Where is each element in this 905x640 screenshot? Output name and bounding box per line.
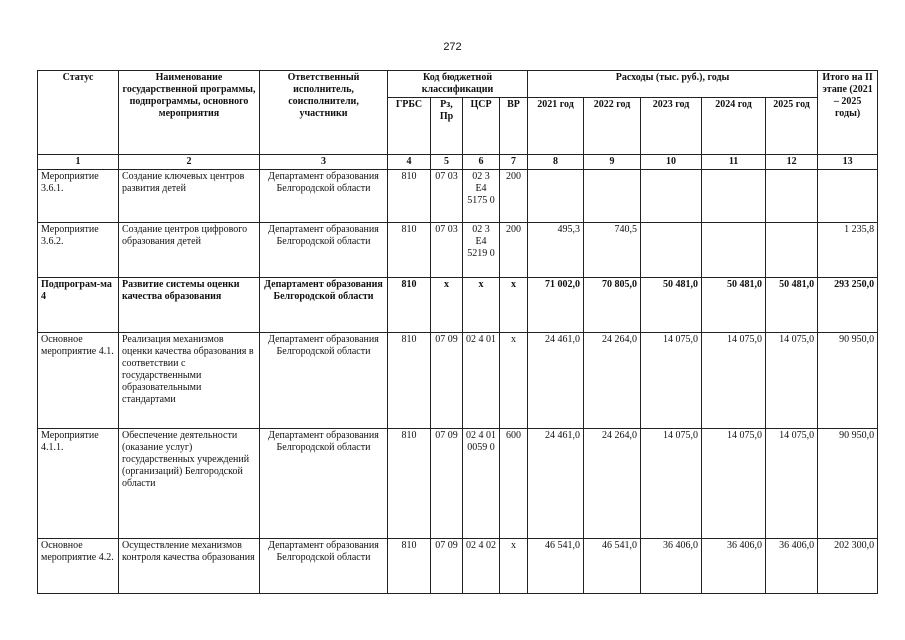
col-number: 9: [584, 155, 641, 170]
row-status: Мероприятие 3.6.1.: [38, 170, 119, 223]
row-total: 202 300,0: [818, 539, 878, 594]
col-number: 5: [431, 155, 463, 170]
row-2021: 24 461,0: [528, 333, 584, 429]
row-2023: 36 406,0: [641, 539, 702, 594]
row-2024: 36 406,0: [702, 539, 766, 594]
col-number: 7: [500, 155, 528, 170]
row-2021: 495,3: [528, 223, 584, 278]
row-2021: 24 461,0: [528, 429, 584, 539]
row-responsible: Департамент образования Белгородской области: [260, 278, 388, 333]
row-grbs: 810: [388, 170, 431, 223]
header-name: Наименование государственной программы, подпрограммы, основного мероприятия: [119, 71, 260, 155]
column-number-row: [38, 155, 878, 170]
row-csr: 02 4 01: [463, 333, 500, 429]
row-status: Основное мероприятие 4.1.: [38, 333, 119, 429]
header-2021: 2021 год: [528, 98, 584, 155]
header-2023: 2023 год: [641, 98, 702, 155]
header-vr: ВР: [500, 98, 528, 155]
row-total: 90 950,0: [818, 429, 878, 539]
table-row: [38, 278, 878, 333]
row-responsible: Департамент образования Белгородской области: [260, 170, 388, 223]
header-2024: 2024 год: [702, 98, 766, 155]
row-vr: x: [500, 333, 528, 429]
row-csr: 02 3 E4 5175 0: [463, 170, 500, 223]
row-2023: 50 481,0: [641, 278, 702, 333]
col-number: 2: [119, 155, 260, 170]
row-rz-pr: x: [431, 278, 463, 333]
row-vr: x: [500, 539, 528, 594]
row-2024: [702, 170, 766, 223]
row-name: Развитие системы оценки качества образования: [119, 278, 260, 333]
row-2022: 24 264,0: [584, 429, 641, 539]
row-2021: [528, 170, 584, 223]
row-2021: 46 541,0: [528, 539, 584, 594]
row-grbs: 810: [388, 539, 431, 594]
row-status: Мероприятие 3.6.2.: [38, 223, 119, 278]
header-2025: 2025 год: [766, 98, 818, 155]
row-responsible: Департамент образования Белгородской области: [260, 429, 388, 539]
row-2021: 71 002,0: [528, 278, 584, 333]
row-name: Создание центров цифрового образования детей: [119, 223, 260, 278]
row-2022: 46 541,0: [584, 539, 641, 594]
row-2025: 50 481,0: [766, 278, 818, 333]
row-grbs: 810: [388, 429, 431, 539]
row-vr: x: [500, 278, 528, 333]
row-vr: 200: [500, 170, 528, 223]
row-total: 90 950,0: [818, 333, 878, 429]
row-csr: x: [463, 278, 500, 333]
header-status: Статус: [38, 71, 119, 155]
row-rz-pr: 07 09: [431, 333, 463, 429]
col-number: 1: [38, 155, 119, 170]
col-number: 6: [463, 155, 500, 170]
row-total: [818, 170, 878, 223]
row-rz-pr: 07 09: [431, 539, 463, 594]
row-2022: 740,5: [584, 223, 641, 278]
row-2025: [766, 170, 818, 223]
col-number: 11: [702, 155, 766, 170]
col-number: 13: [818, 155, 878, 170]
col-number: 3: [260, 155, 388, 170]
col-number: 10: [641, 155, 702, 170]
table-row: [38, 539, 878, 594]
row-status: Подпрограм-ма 4: [38, 278, 119, 333]
header-expenses: Расходы (тыс. руб.), годы: [528, 71, 818, 98]
col-number: 8: [528, 155, 584, 170]
row-2023: [641, 170, 702, 223]
row-2024: 50 481,0: [702, 278, 766, 333]
row-total: 293 250,0: [818, 278, 878, 333]
row-csr: 02 4 01 0059 0: [463, 429, 500, 539]
table-row: [38, 333, 878, 429]
row-2024: 14 075,0: [702, 429, 766, 539]
row-2025: 36 406,0: [766, 539, 818, 594]
row-name: Осуществление механизмов контроля качества образования: [119, 539, 260, 594]
row-name: Создание ключевых центров развития детей: [119, 170, 260, 223]
row-grbs: 810: [388, 333, 431, 429]
row-name: Реализация механизмов оценки качества образования в соответствии с государственными образовательными стандартами: [119, 333, 260, 429]
row-2025: [766, 223, 818, 278]
table-row: [38, 170, 878, 223]
header-csr: ЦСР: [463, 98, 500, 155]
row-2025: 14 075,0: [766, 333, 818, 429]
header-2022: 2022 год: [584, 98, 641, 155]
row-csr: 02 3 E4 5219 0: [463, 223, 500, 278]
header-total: Итого на II этапе (2021 – 2025 годы): [818, 71, 878, 155]
row-name: Обеспечение деятельности (оказание услуг) государственных учреждений (организаций) Белгородской области: [119, 429, 260, 539]
table-row: [38, 429, 878, 539]
row-vr: 200: [500, 223, 528, 278]
row-rz-pr: 07 03: [431, 223, 463, 278]
row-2022: 24 264,0: [584, 333, 641, 429]
header-grbs: ГРБС: [388, 98, 431, 155]
row-responsible: Департамент образования Белгородской области: [260, 539, 388, 594]
table-row: [38, 223, 878, 278]
row-2024: 14 075,0: [702, 333, 766, 429]
header-responsible: Ответственный исполнитель, соисполнители, участники: [260, 71, 388, 155]
row-2023: [641, 223, 702, 278]
header-rz-pr: Рз, Пр: [431, 98, 463, 155]
row-status: Мероприятие 4.1.1.: [38, 429, 119, 539]
budget-table: [37, 70, 878, 594]
row-responsible: Департамент образования Белгородской области: [260, 223, 388, 278]
row-vr: 600: [500, 429, 528, 539]
row-rz-pr: 07 03: [431, 170, 463, 223]
row-2022: 70 805,0: [584, 278, 641, 333]
col-number: 12: [766, 155, 818, 170]
row-responsible: Департамент образования Белгородской области: [260, 333, 388, 429]
row-grbs: 810: [388, 223, 431, 278]
row-rz-pr: 07 09: [431, 429, 463, 539]
row-2022: [584, 170, 641, 223]
row-total: 1 235,8: [818, 223, 878, 278]
row-status: Основное мероприятие 4.2.: [38, 539, 119, 594]
page-number: 272: [443, 41, 462, 53]
row-2024: [702, 223, 766, 278]
col-number: 4: [388, 155, 431, 170]
row-2023: 14 075,0: [641, 429, 702, 539]
row-grbs: 810: [388, 278, 431, 333]
row-2023: 14 075,0: [641, 333, 702, 429]
row-2025: 14 075,0: [766, 429, 818, 539]
header-budget-code: Код бюджетной классификации: [388, 71, 528, 98]
row-csr: 02 4 02: [463, 539, 500, 594]
